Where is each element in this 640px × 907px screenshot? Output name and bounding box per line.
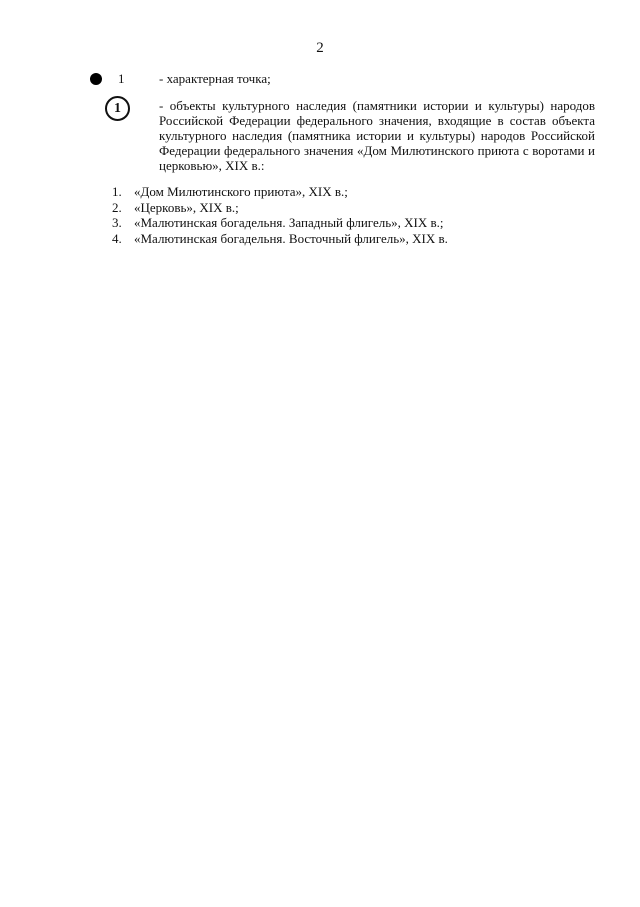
list-item <box>112 231 448 247</box>
legend-point-row <box>90 70 595 90</box>
page-number: 2 <box>316 40 324 56</box>
point-description: - характерная точка; <box>159 71 271 86</box>
legend-object-row <box>90 96 595 176</box>
list-item <box>112 200 448 216</box>
list-item-text: «Дом Милютинского приюта», XIX в.; <box>134 184 348 199</box>
list-item-number: 4. <box>112 230 122 246</box>
heritage-objects-list <box>112 184 448 246</box>
list-item-text: «Малютинская богадельня. Западный флигель», XIX в.; <box>134 215 444 230</box>
list-item-number: 1. <box>112 184 122 199</box>
list-item-number: 2. <box>112 199 122 215</box>
list-item-text: «Церковь», XIX в.; <box>134 199 239 215</box>
characteristic-point-icon <box>90 73 102 85</box>
point-label: 1 <box>118 71 125 86</box>
heritage-object-circle-icon: 1 <box>105 96 130 121</box>
list-item-text: «Малютинская богадельня. Восточный флигель», XIX в. <box>134 230 448 246</box>
list-item <box>112 184 448 200</box>
object-description: - объекты культурного наследия (памятники истории и культуры) народов Российской Федерации федерального значения, входящие в состав объекта культурного наследия (памятника истории и культуры) народов Российской Федерации федерального значения «Дом Милютинского приюта с воротами и церковью», XIX в.: <box>159 98 595 173</box>
list-item <box>112 215 448 231</box>
list-item-number: 3. <box>112 215 122 230</box>
